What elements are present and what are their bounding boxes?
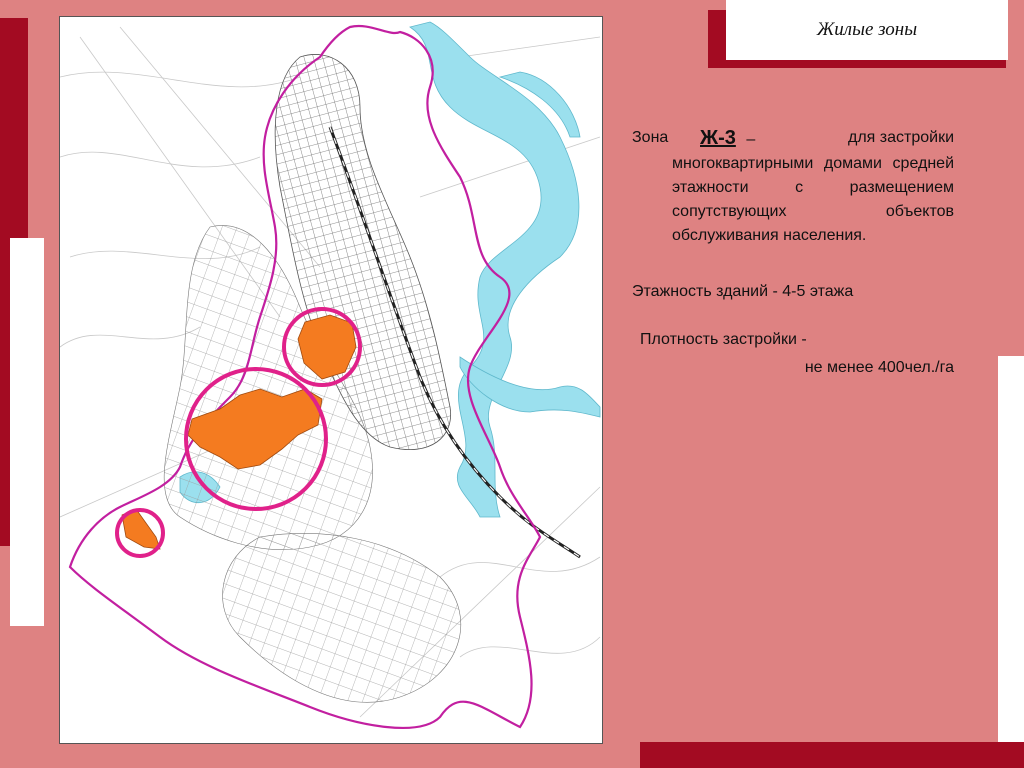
zone-description-panel — [632, 126, 954, 380]
decor-left-white-bar — [10, 238, 44, 626]
zone-prefix: Зона — [632, 129, 669, 146]
zone-code: Ж-3 — [700, 127, 736, 149]
city-map-drawing — [60, 17, 602, 743]
zone-first-line: для застройки — [847, 129, 954, 146]
city-map — [59, 16, 603, 744]
slide-title-box — [726, 0, 1008, 60]
decor-title-red-underline — [708, 60, 1006, 68]
zone-dash: – — [746, 131, 756, 148]
decor-right-white-bar — [998, 356, 1024, 742]
density-label: Плотность застройки - — [640, 331, 807, 348]
slide-title: Жилые зоны — [816, 19, 918, 40]
decor-bottom-red-bar — [640, 742, 1024, 768]
density-value: не менее 400чел./га — [804, 359, 954, 376]
zone-description: многоквартирными домами средней этажности с размещением сопутствующих объектов обслуживания населения. — [672, 155, 954, 244]
zone-definition — [632, 126, 954, 248]
city-south-area — [223, 533, 461, 702]
floors-text: Этажность зданий - 4-5 этажа — [632, 283, 854, 300]
